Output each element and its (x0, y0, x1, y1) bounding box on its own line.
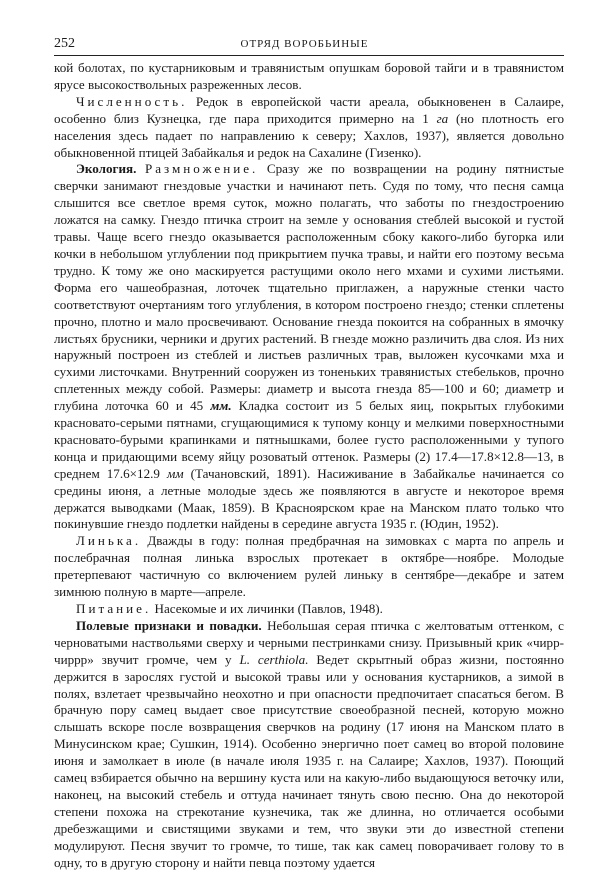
text-run: Кладка состоит из 5 белых яиц, покрытых глубокими красновато-серыми пятнами, сгущающимися к тупому концу и мелкими поверхностными красновато-бурыми крапинками и пятнышками, более густо расположенными у тупого конца и придающими всему яйцу розоватый оттенок. Размеры (2) 17.4—17.8×12.8—13, в среднем 17.6×12.9 (54, 398, 564, 481)
text-run: Полевые признаки и повадки. (76, 617, 262, 633)
text-run: Питание. (76, 601, 152, 616)
paragraph (54, 533, 564, 601)
text-run: Ведет скрытный образ жизни, постоянно держится в зарослях густой и высокой травы или у основания кустарников, а зимой в полях, взлетает чрезвычайно неохотно и при опасности предпочитает спасаться бегом. В брачную пору самец выдает свое присутствие своеобразной песней, которую можно слышать вскоре после возвращения сверчков на родину (17 июня на Манском плато в Минусинском крае; Сушкин, 1914). Особенно энергично поет самец во второй половине июня и замолкает в июле (в начале июля 1935 г. на Салаире; Хахлов, 1937). Поющий самец взбирается обычно на вершину куста или на какую-либо выдающуюся веточку или, наконец, на высокий стебель и оттуда начинает тянуть свою песню. Она до некоторой степени похожа на стрекотание кузнечика, так же длинна, но отличается особыми дребезжащими и свистящими звуками и тем, что звуки эти до известной степени модулируют. Песня звучит то громче, то тише, так как самец поворачивает голову то в одну, то в другую сторону и найти певца поэтому удается (54, 651, 564, 870)
text-run: Сразу же по возвращении на родину пятнистые сверчки занимают гнездовые участки и начинают петь. Судя по тому, что песня самца слышится все светлое время суток, можно полагать, что заботы по гнездостроению ложатся на самку. Гнездо птичка строит на земле у основания стеблей высокой и густой травы. Чаще всего гнездо оказывается расположенным сбоку какого-либо бугорка или кочки в небольшом углублении под прикрытием пучка травы, и найти его поэтому весьма трудно. К тому же оно маскируется растущими около него мхами и сухими листьями. Форма его чашеобразная, лоточек тщательно приглажен, а наружные стенки часто соответствуют очертаниям того углубления, в котором построено гнездо; стенки сплетены прочно, плотно и мало просвечивают. Основание гнезда покоится на собранных в ямочку листьях брусники, черники и других растений. В гнезде можно различить два слоя. Из них наружный построен из стеблей и листьев различных трав, выложен кусочками мха и сухими листочками. Внутренний сооружен из тоненьких травянистых стебельков, прочно сплетенных между собой. Размеры: диаметр и высота гнезда 85—100 и 60; диаметр и глубина лоточка 60 и 45 (54, 161, 564, 414)
body-text (54, 60, 564, 872)
text-run: Дважды в году: полная предбрачная на зимовках с марта по апрель и послебрачная полная линька взрослых протекает в октябре—ноябре. Молодые претерпевают частичную со включением рулей линьку в сентябре—декабре и затем зимнюю полную в марте—апреле. (54, 533, 564, 600)
text-run: Численность. (76, 93, 188, 109)
text-run: мм. (210, 398, 232, 414)
text-run: Экология. (76, 161, 137, 177)
text-run: Линька. (76, 533, 142, 549)
text-run: Размножение. (144, 161, 259, 177)
running-title: ОТРЯД ВОРОБЬИНЫЕ (240, 38, 369, 50)
text-run (136, 161, 145, 176)
text-run: (Тачановский, 1891). Насиживание в Забайкалье начинается со средины июня, а летные молодые здесь же появляются в августе и некоторое время держатся выводками (Маак, 1859). В Красноярском крае на Манском плато только что покинувшие гнездо подлетки найдены в середине августа 1935 г. (Юдин, 1952). (54, 465, 564, 532)
text-run: кой болотах, по кустарниковым и травянистым опушкам боровой тайги и в травянистом ярусе высокоствольных разреженных лесов. (54, 60, 564, 92)
text-run: (но плотность его населения здесь падает по направлению к северу; Хахлов, 1937), является довольно обыкновенной птицей Забайкалья и редок на Сахалине (Гизенко). (54, 110, 564, 160)
text-run: Небольшая серая птичка с желтоватым оттенком, с черноватыми наствольями сверху и черными пестринками снизу. Призывный крик «чирр-чиррр» звучит громче, чем у (54, 617, 564, 667)
paragraph (54, 618, 564, 872)
paragraph (54, 161, 564, 533)
paragraph (54, 94, 564, 162)
page-number: 252 (54, 36, 75, 51)
text-run: га (436, 110, 449, 126)
paragraph (54, 601, 564, 618)
text-run: L. certhiola. (239, 651, 309, 667)
text-run: мм (166, 465, 184, 481)
paragraph (54, 60, 564, 94)
page-header (54, 36, 564, 56)
text-run: Насекомые и их личинки (Павлов, 1948). (151, 601, 383, 616)
text-run: Редок в европейской части ареала, обыкновенен в Салаире, особенно близ Кузнецка, где пара приходится примерно на 1 (54, 93, 564, 126)
